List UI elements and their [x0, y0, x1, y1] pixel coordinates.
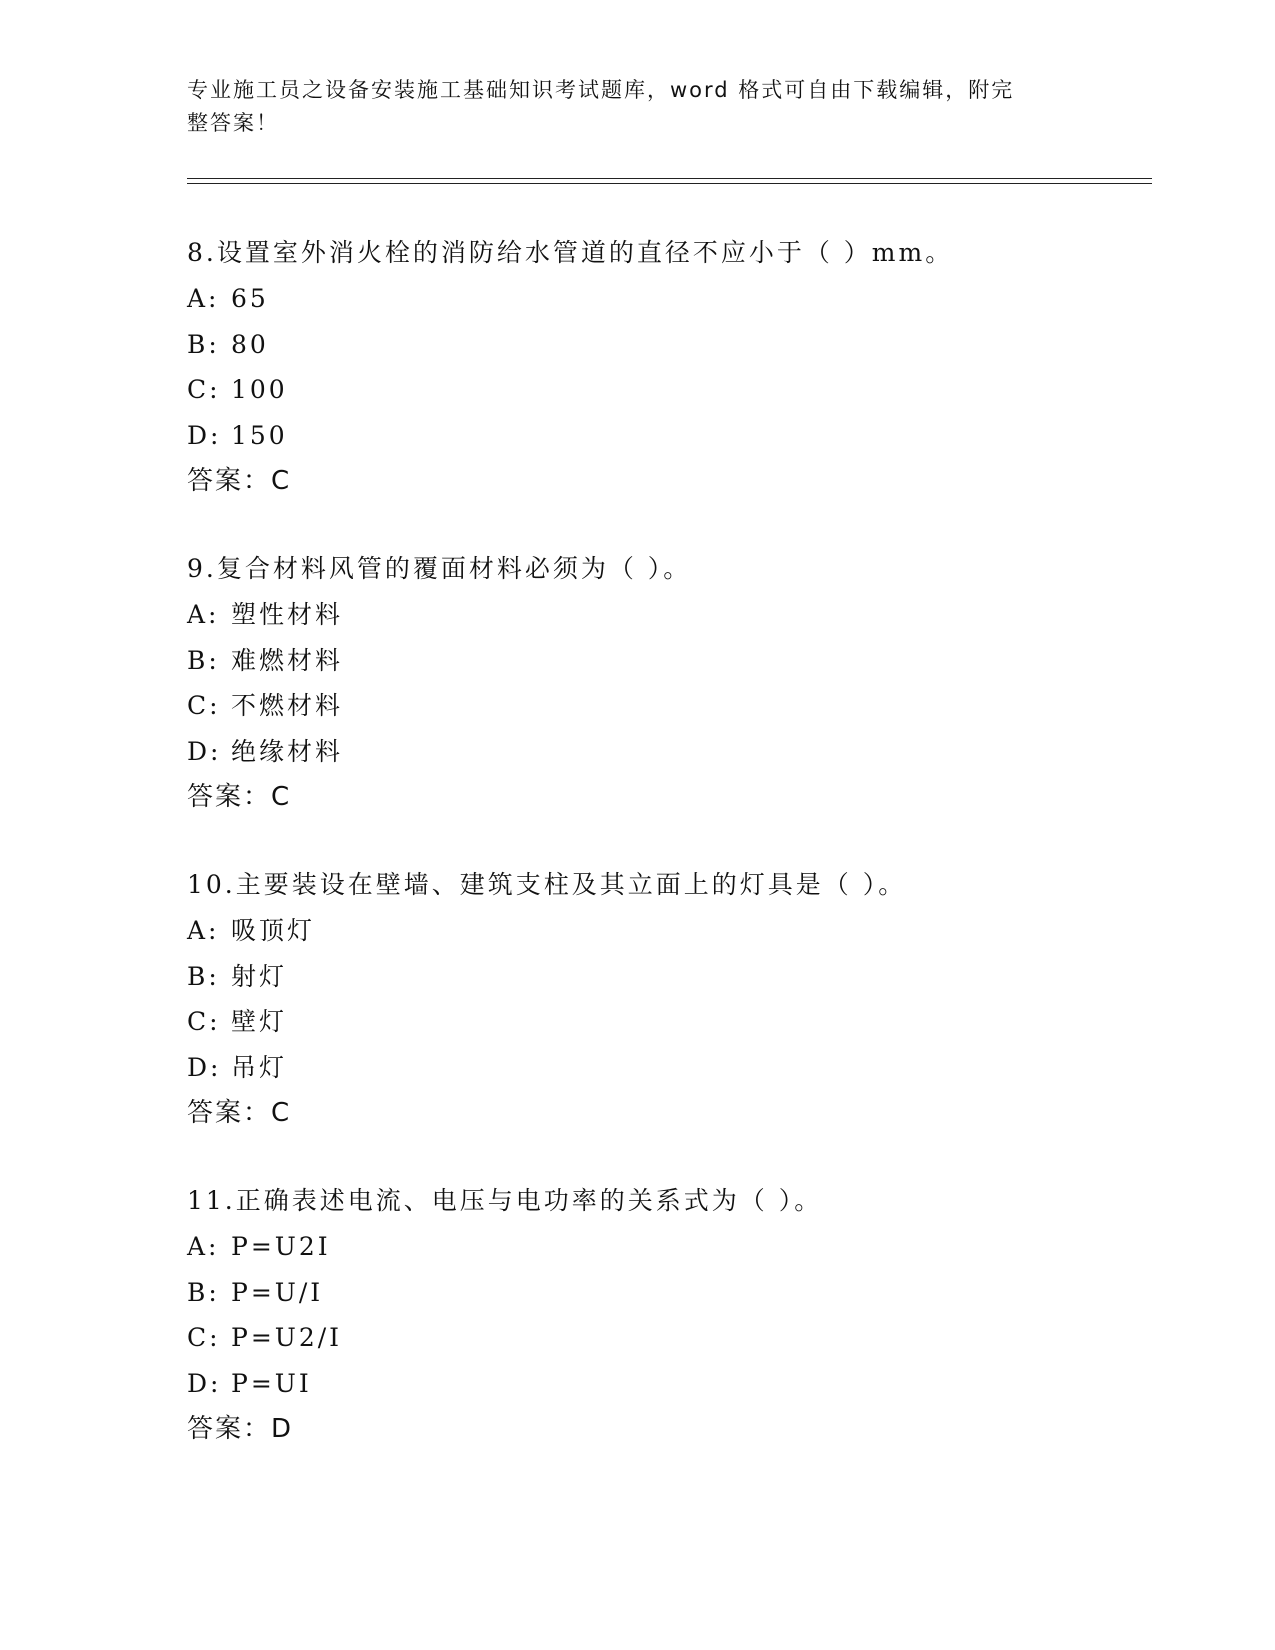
question-11 — [187, 1185, 1152, 1445]
option-letter: D: — [187, 1368, 222, 1398]
option-letter: B: — [187, 961, 220, 991]
header-divider-top — [187, 178, 1152, 179]
option-text: 65 — [231, 284, 269, 313]
option-letter: C: — [187, 1007, 221, 1036]
question-text: 10.主要装设在壁墙、建筑支柱及其立面上的灯具是（ ）。 — [187, 870, 907, 899]
option-text: 难燃材料 — [231, 645, 344, 675]
option-b — [187, 329, 1152, 375]
option-b — [187, 1277, 1152, 1323]
option-d — [187, 1052, 1152, 1098]
option-b — [187, 645, 1152, 691]
answer: 答案：C — [187, 466, 292, 496]
option-a — [187, 915, 1152, 961]
option-text: 100 — [231, 375, 288, 404]
option-letter: D: — [187, 736, 222, 766]
question-10 — [187, 869, 1152, 1129]
document-header — [187, 74, 1087, 140]
option-text: 不燃材料 — [231, 691, 344, 720]
option-c — [187, 690, 1152, 736]
option-letter: A: — [187, 916, 220, 945]
option-letter: B: — [187, 329, 220, 359]
header-line-2: 整答案！ — [187, 111, 279, 135]
option-text: 80 — [231, 329, 269, 359]
option-letter: C: — [187, 1323, 221, 1352]
question-text: 9.复合材料风管的覆面材料必须为（ ）。 — [187, 554, 692, 583]
option-text: 壁灯 — [231, 1007, 288, 1036]
option-letter: D: — [187, 1052, 222, 1082]
option-text: 吸顶灯 — [231, 916, 316, 945]
option-letter: A: — [187, 1232, 220, 1261]
option-a — [187, 1231, 1152, 1277]
option-letter: C: — [187, 375, 221, 404]
question-9 — [187, 553, 1152, 813]
option-letter: D: — [187, 420, 222, 450]
option-d — [187, 736, 1152, 782]
option-letter: A: — [187, 600, 220, 629]
option-text: 绝缘材料 — [231, 736, 344, 766]
option-letter: C: — [187, 691, 221, 720]
question-text: 11.正确表述电流、电压与电功率的关系式为（ ）。 — [187, 1186, 823, 1215]
question-8 — [187, 237, 1152, 497]
option-c — [187, 1006, 1152, 1052]
option-text: P=UI — [231, 1368, 312, 1398]
answer: 答案：C — [187, 782, 292, 812]
option-c — [187, 374, 1152, 420]
option-b — [187, 961, 1152, 1007]
option-a — [187, 599, 1152, 645]
option-text: 塑性材料 — [231, 600, 344, 629]
option-text: 吊灯 — [231, 1052, 288, 1082]
option-text: 150 — [231, 420, 288, 450]
option-text: 射灯 — [231, 961, 288, 991]
option-text: P=U/I — [231, 1277, 324, 1307]
option-d — [187, 420, 1152, 466]
option-letter: B: — [187, 1277, 220, 1307]
answer: 答案：C — [187, 1098, 292, 1128]
option-text: P=U2I — [231, 1232, 331, 1261]
question-text: 8.设置室外消火栓的消防给水管道的直径不应小于（ ）mm。 — [187, 238, 954, 267]
option-letter: A: — [187, 284, 220, 313]
option-c — [187, 1322, 1152, 1368]
answer: 答案：D — [187, 1414, 294, 1444]
option-letter: B: — [187, 645, 220, 675]
option-a — [187, 283, 1152, 329]
header-divider-bottom — [187, 183, 1152, 184]
option-d — [187, 1368, 1152, 1414]
option-text: P=U2/I — [231, 1323, 343, 1352]
header-line-1: 专业施工员之设备安装施工基础知识考试题库，word 格式可自由下载编辑，附完 — [187, 78, 1015, 102]
